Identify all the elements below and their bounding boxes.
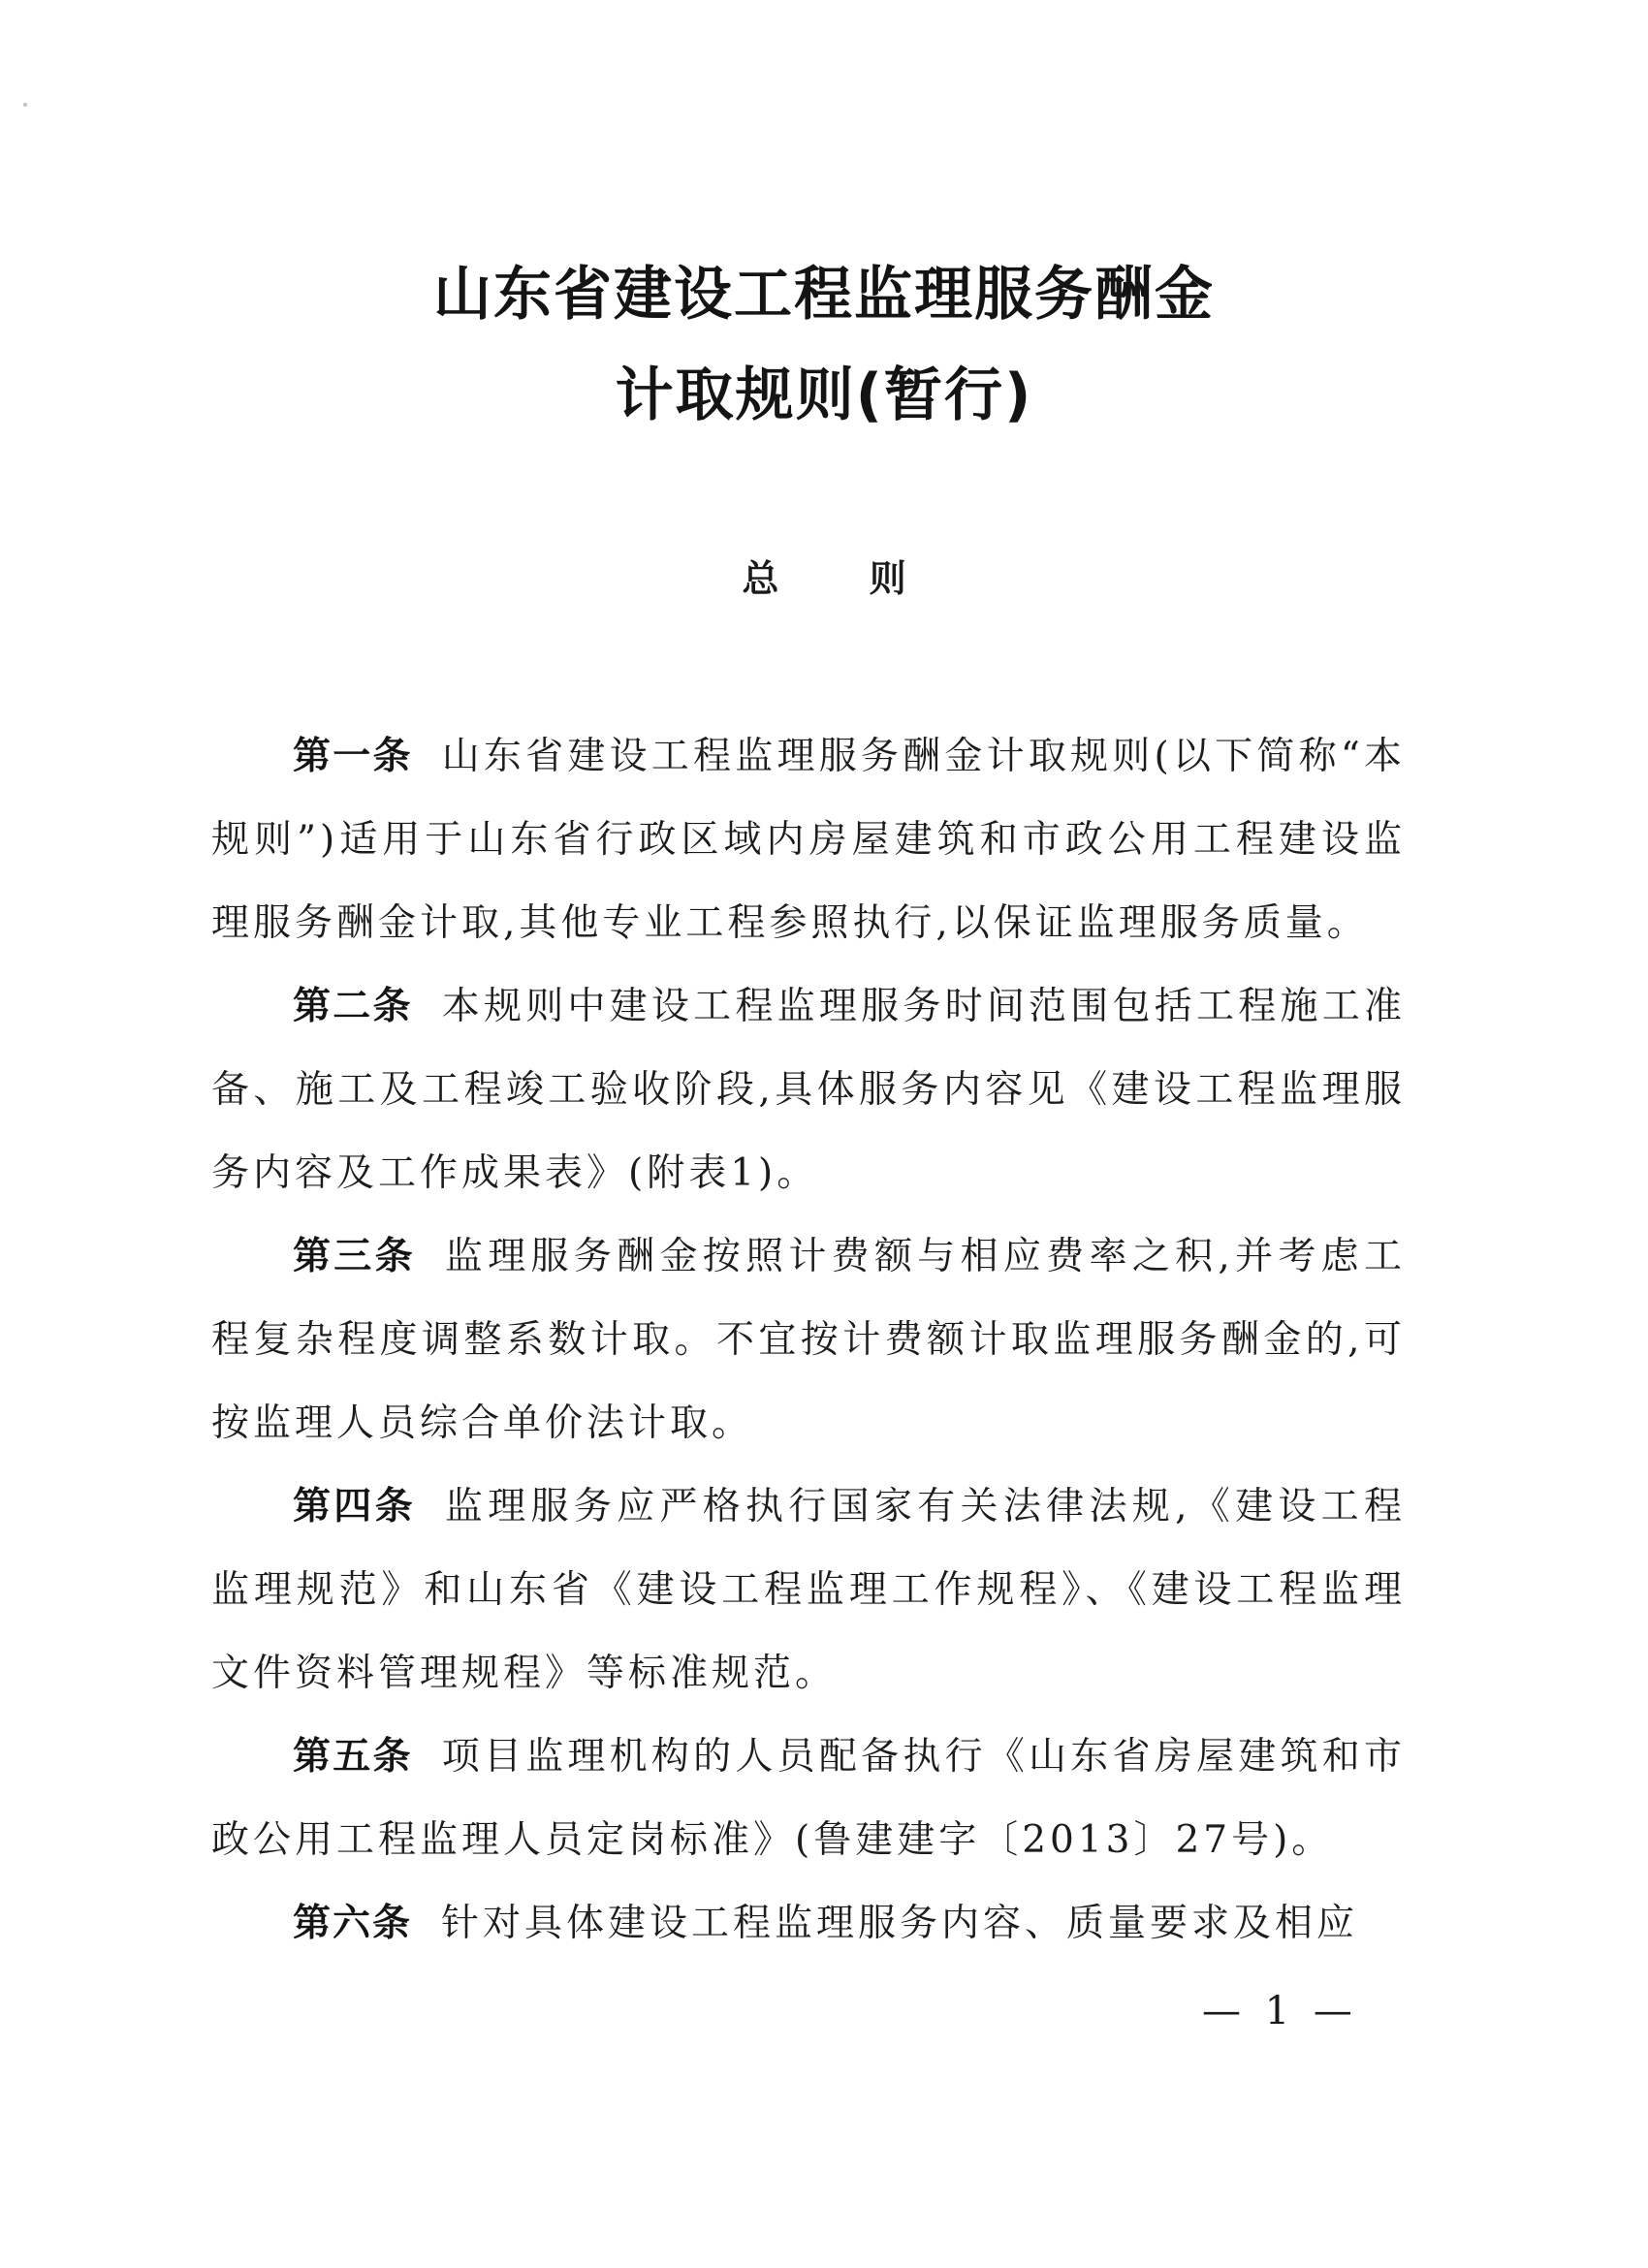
article-text: 山东省建设工程监理服务酬金计取规则(以下简称“本规则”)适用于山东省行政区域内房屋建筑和市政公用工程建设监理服务酬金计取,其他专业工程参照执行,以保证监理服务质量。 [211, 735, 1406, 945]
article-3 [211, 1215, 1406, 1465]
article-4 [211, 1465, 1406, 1716]
document-body [211, 715, 1406, 1966]
article-number: 第六条 [293, 1902, 413, 1945]
article-5 [211, 1716, 1406, 1882]
article-number: 第五条 [293, 1735, 413, 1779]
article-number: 第三条 [293, 1235, 416, 1278]
article-text: 监理服务酬金按照计费额与相应费率之积,并考虑工程复杂程度调整系数计取。不宜按计费额计取监理服务酬金的,可按监理人员综合单价法计取。 [211, 1235, 1406, 1445]
document-title-line2: 计取规则(暂行) [615, 362, 1033, 429]
article-number: 第二条 [293, 985, 413, 1028]
article-text: 监理服务应严格执行国家有关法律法规,《建设工程监理规范》和山东省《建设工程监理工作规程》、《建设工程监理文件资料管理规程》等标准规范。 [211, 1485, 1406, 1695]
article-text: 本规则中建设工程监理服务时间范围包括工程施工准备、施工及工程竣工验收阶段,具体服务内容见《建设工程监理服务内容及工作成果表》(附表1)。 [211, 985, 1406, 1195]
article-2 [211, 965, 1406, 1215]
article-text: 项目监理机构的人员配备执行《山东省房屋建筑和市政公用工程监理人员定岗标准》(鲁建建字〔2013〕27号)。 [211, 1735, 1406, 1862]
scan-speck [23, 103, 27, 107]
article-6 [211, 1882, 1406, 1966]
document-title-line1: 山东省建设工程监理服务酬金 [433, 261, 1215, 329]
article-number: 第四条 [293, 1485, 416, 1528]
article-number: 第一条 [293, 735, 413, 778]
page-number: — 1 — [1202, 1989, 1358, 2033]
section-heading: 总 则 [742, 557, 945, 600]
article-1 [211, 715, 1406, 965]
article-text: 针对具体建设工程监理服务内容、质量要求及相应 [441, 1902, 1359, 1945]
